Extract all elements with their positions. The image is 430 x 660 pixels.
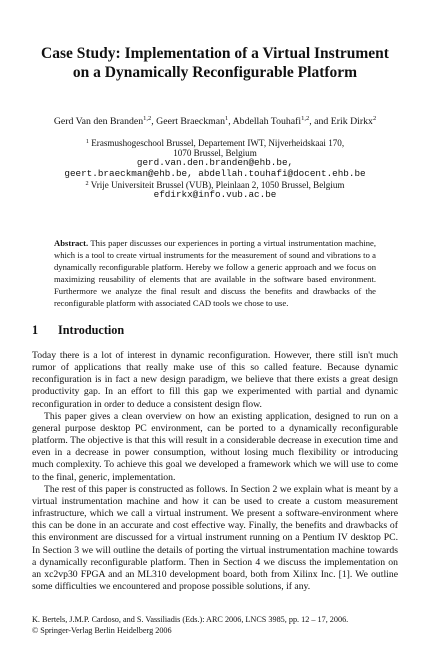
- affiliation-1-line-1: Erasmushogeschool Brussel, Departement IWT, Nijverheidskaai 170,: [91, 138, 345, 148]
- author-separator: , and: [309, 116, 331, 127]
- email-line-3: efdirkx@info.vub.ac.be: [153, 189, 277, 200]
- author-name: Gerd Van den Branden: [53, 116, 144, 127]
- section-heading: [32, 323, 124, 337]
- body-paragraph: The rest of this paper is constructed as follows. In Section 2 we explain what is meant by a virtual instrumentation machine and how it can be used to create a custom measurement infrastructure, which we call a virtual instrument. We present a software-environment where this can be done in an accurate and cost effective way. Finally, the benefits and drawbacks of this environment are discussed for a virtual instrument running on a Pentium IV desktop PC. In Section 3 we will outline the details of porting the virtual instrumentation machine towards a dynamically reconfigurable platform. Then in Section 4 we discuss the implementation on an xc2vp30 FPGA and an ML310 development board, both from Xilinx Inc. [1]. We outline some difficulties we encountered and propose possible solutions, if any.: [32, 483, 398, 592]
- email-line-2: geert.braeckman@ehb.be, abdellah.touhafi@docent.ehb.be: [64, 167, 366, 179]
- author-affiliation-mark: 2: [372, 115, 377, 122]
- author-name: Abdellah Touhafi: [232, 116, 302, 127]
- affiliation-2-line-1: Vrije Universiteit Brussel (VUB), Pleinlaan 2, 1050 Brussel, Belgium: [90, 180, 345, 191]
- author-separator: ,: [228, 116, 233, 127]
- abstract: [54, 237, 376, 310]
- publication-footnote: [32, 615, 348, 636]
- author-affiliation-mark: 1,2: [143, 115, 152, 122]
- author-list: [14, 113, 416, 128]
- abstract-label: Abstract.: [54, 238, 89, 248]
- affiliation-mark: 1: [85, 138, 89, 145]
- affiliation-1-line-2: 1070 Brussel, Belgium: [173, 147, 257, 158]
- author-name: Geert Braeckman: [156, 116, 225, 127]
- paper-title-line-2: on a Dynamically Reconfigurable Platform: [72, 64, 358, 81]
- paper-title-line-1: Case Study: Implementation of a Virtual Instrument: [41, 45, 389, 62]
- author-separator: ,: [151, 116, 157, 127]
- abstract-text: This paper discusses our experiences in porting a virtual instrumentation machine, which is a tool to create virtual instruments for the measurement of sound and vibrations to a dynamically reconfigurable platform. Hereby we follow a generic approach and we focus on maximizing reusability of elements that are available in the software based environment. Furthermore we analyze the final result and discuss the benefits and drawbacks of the reconfigurable platform with associated CAD tools we chose to use.: [54, 238, 376, 309]
- section-body: [32, 350, 398, 593]
- author-name: Erik Dirkx: [330, 116, 373, 127]
- email-line-1: gerd.van.den.branden@ehb.be,: [136, 157, 294, 169]
- author-affiliation-mark: 1,2: [301, 115, 310, 122]
- body-paragraph: Today there is a lot of interest in dynamic reconfiguration. However, there still isn't much rumor of applications that really make use of this so called feature. Because dynamic reconfiguration is in fact a new design paradigm, we believe that there exists a great design productivity gap. In an effort to fill this gap we experimented with partial and dynamic reconfiguration in order to deduce a consistent design flow.: [32, 350, 398, 410]
- section-title: Introduction: [58, 323, 125, 337]
- body-paragraph: This paper gives a clean overview on how an existing application, designed to run on a general purpose desktop PC environment, can be ported to a dynamically reconfigurable platform. The objective is that this will result in a considerable decrease in execution time and even in a decrease in power consumption, without losing much flexibility or introducing much complexity. To achieve this goal we developed a framework which we will use to come to the final, generic, implementation.: [32, 410, 398, 483]
- affiliation-mark: 2: [85, 180, 89, 188]
- copyright-line: © Springer-Verlag Berlin Heidelberg 2006: [32, 625, 172, 635]
- author-affiliation-mark: 1: [225, 115, 229, 122]
- section-number: 1: [32, 323, 39, 337]
- citation-line: K. Bertels, J.M.P. Cardoso, and S. Vassiliadis (Eds.): ARC 2006, LNCS 3985, pp. 12 – 17, 2006.: [32, 615, 349, 624]
